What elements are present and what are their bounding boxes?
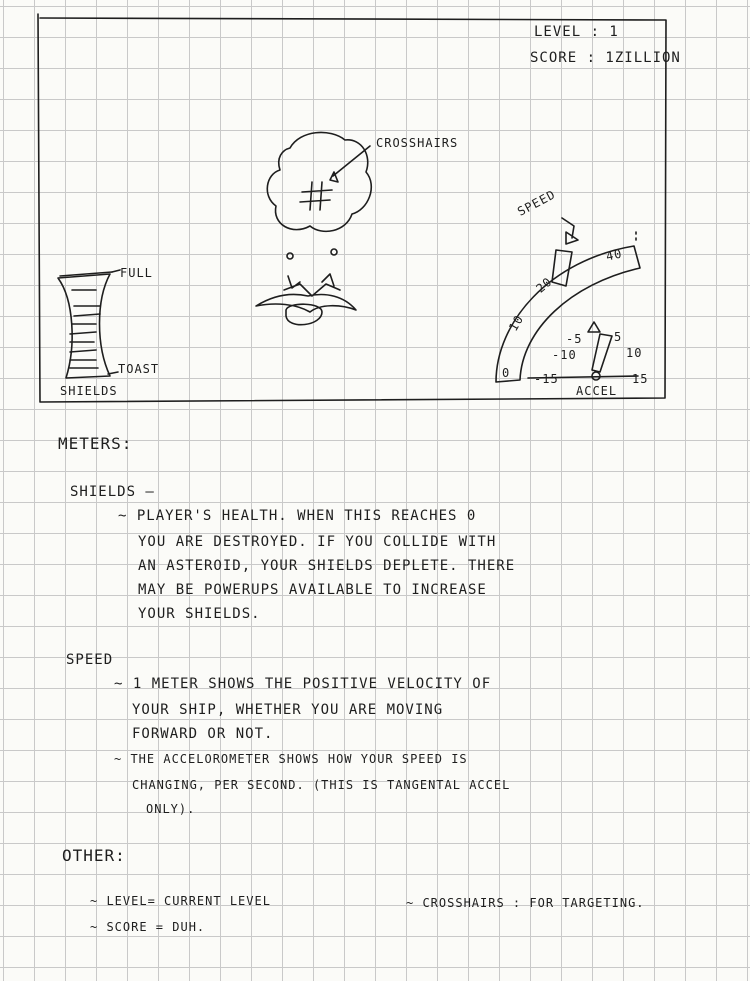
speed-line-6: ONLY). — [146, 802, 196, 816]
shields-heading: SHIELDS — — [70, 484, 155, 500]
accel-tick-10: 10 — [626, 346, 643, 360]
accel-tick-neg10: -10 — [552, 348, 577, 362]
accel-tick-15: 15 — [632, 372, 649, 386]
other-score: ~ SCORE = DUH. — [90, 920, 206, 934]
speed-line-4: ~ THE ACCELOROMETER SHOWS HOW YOUR SPEED IS — [114, 752, 468, 766]
score-indicator: SCORE : 1ZILLION — [530, 50, 681, 66]
meters-title: METERS: — [58, 434, 133, 453]
other-level: ~ LEVEL= CURRENT LEVEL — [90, 894, 271, 908]
other-crosshairs: ~ CROSSHAIRS : FOR TARGETING. — [406, 896, 645, 910]
speed-tick-40: 40 — [604, 246, 624, 264]
speed-line-1: ~ 1 METER SHOWS THE POSITIVE VELOCITY OF — [114, 676, 492, 692]
speed-heading: SPEED — [66, 652, 114, 668]
shields-line-5: YOUR SHIELDS. — [138, 606, 261, 622]
accel-tick-neg15: -15 — [534, 372, 559, 386]
shields-line-2: YOU ARE DESTROYED. IF YOU COLLIDE WITH — [138, 534, 497, 550]
accel-tick-neg5: -5 — [566, 332, 583, 346]
shields-line-1: ~ PLAYER'S HEALTH. WHEN THIS REACHES 0 — [118, 508, 477, 524]
shields-full-label: FULL — [120, 266, 153, 280]
shields-label: SHIELDS — [60, 384, 118, 398]
shields-toast-label: TOAST — [118, 362, 160, 376]
speed-line-3: FORWARD OR NOT. — [132, 726, 274, 742]
shields-line-4: MAY BE POWERUPS AVAILABLE TO INCREASE — [138, 582, 487, 598]
speed-label: SPEED — [515, 187, 559, 219]
crosshairs-label: CROSSHAIRS — [376, 136, 459, 150]
accel-label: ACCEL — [576, 384, 618, 398]
speed-tick-20: 20 — [533, 274, 556, 296]
shields-line-3: AN ASTEROID, YOUR SHIELDS DEPLETE. THERE — [138, 558, 516, 574]
speed-tick-10: 10 — [506, 312, 527, 334]
level-indicator: LEVEL : 1 — [534, 24, 619, 40]
accel-tick-5: 5 — [614, 330, 623, 344]
speed-line-5: CHANGING, PER SECOND. (THIS IS TANGENTAL ACCEL — [132, 778, 511, 792]
speed-line-2: YOUR SHIP, WHETHER YOU ARE MOVING — [132, 702, 444, 718]
speed-tick-0: 0 — [502, 366, 511, 380]
other-heading: OTHER: — [62, 846, 126, 865]
